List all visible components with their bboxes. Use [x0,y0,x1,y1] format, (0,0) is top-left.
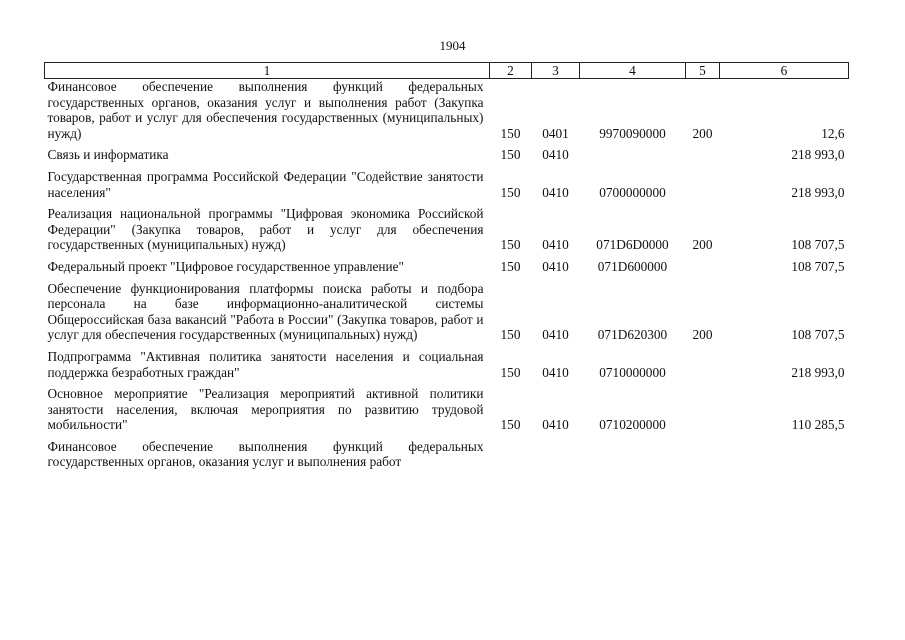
page-number: 1904 [439,38,466,53]
table-row [45,259,849,281]
table-row [45,386,849,439]
row-expense-type [686,439,720,476]
row-name: Связь и информатика [47,147,169,163]
row-ministry-code: 150 [500,184,521,200]
row-expense-type [686,169,720,206]
table-row [45,79,849,148]
row-expense-type: 200 [692,327,713,343]
row-name: Реализация национальной программы "Цифровая экономика Российской Федерации" (Закупка товаров, работ и услуг для обеспечения государственных (муниципальных) нужд) [47,206,484,253]
row-name: Подпрограмма "Активная политика занятости населения и социальная поддержка безработных граждан" [47,348,484,380]
row-ministry-code: 150 [500,417,521,433]
row-amount: 108 707,5 [791,237,845,253]
row-name: Государственная программа Российской Федерации "Содействие занятости населения" [47,168,484,200]
row-target-article: 071D600000 [597,258,668,274]
row-target-article [580,439,686,476]
row-name: Основное мероприятие "Реализация мероприятий активной политики занятости населения, включая мероприятия по развитию трудовой мобильности" [47,386,484,433]
row-ministry-code [490,439,532,476]
row-section-code: 0410 [542,258,569,274]
column-header: 2 [490,63,532,79]
column-header-row [45,63,849,79]
row-target-article [580,147,686,169]
row-section-code [532,439,580,476]
row-expense-type [686,147,720,169]
column-header: 6 [720,63,849,79]
row-section-code: 0410 [542,237,569,253]
row-ministry-code: 150 [500,258,521,274]
row-amount: 218 993,0 [791,147,845,163]
row-expense-type: 200 [692,237,713,253]
column-header: 4 [580,63,686,79]
row-ministry-code: 150 [500,364,521,380]
table-row [45,206,849,259]
row-target-article: 0710200000 [599,417,666,433]
table-row [45,281,849,349]
row-amount: 110 285,5 [791,417,845,433]
row-section-code: 0410 [542,417,569,433]
row-name: Финансовое обеспечение выполнения функций федеральных государственных органов, оказания услуг и выполнения работ [47,438,484,470]
row-section-code: 0410 [542,184,569,200]
row-target-article: 071D620300 [597,327,668,343]
table-body [45,79,849,477]
row-expense-type [686,349,720,386]
row-section-code: 0410 [542,364,569,380]
row-amount [720,439,849,476]
table-row [45,349,849,386]
table-row [45,439,849,476]
row-amount: 108 707,5 [791,258,845,274]
row-name: Обеспечение функционирования платформы поиска работы и подбора персонала на базе информационно-аналитической системы Общероссийская база вакансий "Работа в России" (Закупка товаров, работ и услуг для обеспечения государственных (муниципальных) нужд) [47,280,484,343]
row-name: Федеральный проект "Цифровое государственное управление" [47,258,404,274]
row-section-code: 0401 [542,125,569,141]
row-expense-type [686,386,720,439]
row-ministry-code: 150 [500,147,521,163]
column-header: 1 [45,63,490,79]
row-target-article: 9970090000 [599,125,666,141]
row-amount: 218 993,0 [791,364,845,380]
budget-table [44,62,849,476]
table-row [45,147,849,169]
row-target-article: 0710000000 [599,364,666,380]
row-ministry-code: 150 [500,125,521,141]
row-amount: 218 993,0 [791,184,845,200]
row-target-article: 071D6D0000 [596,237,669,253]
row-ministry-code: 150 [500,327,521,343]
row-amount: 108 707,5 [791,327,845,343]
row-expense-type [686,259,720,281]
row-ministry-code: 150 [500,237,521,253]
row-name: Финансовое обеспечение выполнения функций федеральных государственных органов, оказания услуг и выполнения работ (Закупка товаров, работ и услуг для обеспечения государственных (муниципальных) нужд) [47,79,484,141]
row-target-article: 0700000000 [599,184,666,200]
row-amount: 12,6 [821,125,845,141]
column-header: 3 [532,63,580,79]
row-expense-type: 200 [692,125,713,141]
row-section-code: 0410 [542,147,569,163]
column-header: 5 [686,63,720,79]
table-row [45,169,849,206]
row-section-code: 0410 [542,327,569,343]
